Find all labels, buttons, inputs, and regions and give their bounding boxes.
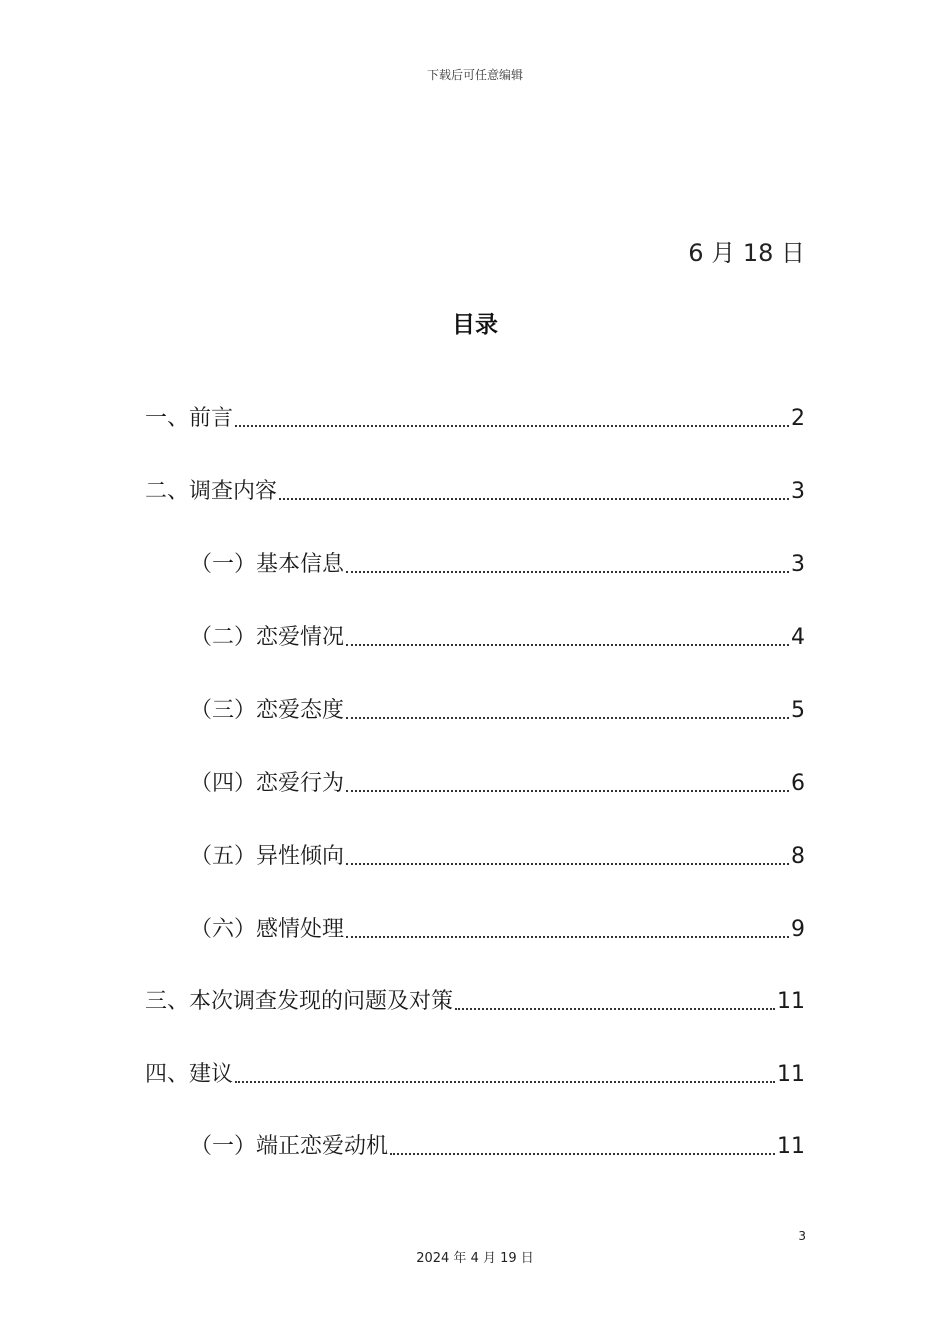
toc-entry-page: 6 (791, 771, 805, 796)
toc-entry[interactable] (145, 988, 805, 1016)
toc-entry-page: 2 (791, 406, 805, 431)
toc-entry[interactable] (190, 697, 805, 725)
toc-entry[interactable] (145, 405, 805, 433)
toc-entry-label: （二）恋爱情况 (190, 625, 345, 650)
toc-entry-label: 三、本次调查发现的问题及对策 (145, 989, 454, 1014)
toc-leader-dots (346, 936, 789, 938)
toc-entry[interactable] (190, 551, 805, 579)
toc-leader-dots (346, 717, 789, 719)
toc-entry-page: 8 (791, 844, 805, 869)
toc-entry[interactable] (190, 624, 805, 652)
toc-entry-page: 5 (791, 698, 805, 723)
toc-entry-label: 二、调查内容 (145, 479, 278, 504)
toc-entry-page: 11 (777, 989, 805, 1014)
toc-entry-label: 四、建议 (145, 1062, 234, 1087)
toc-leader-dots (346, 571, 789, 573)
toc-entry-label: （五）异性倾向 (190, 844, 345, 869)
toc-title: 目录 (452, 312, 498, 338)
toc-entry-page: 11 (777, 1134, 805, 1159)
toc-entry-label: （四）恋爱行为 (190, 771, 345, 796)
toc-entry-label: （一）基本信息 (190, 552, 345, 577)
toc-entry-page: 4 (791, 625, 805, 650)
toc-leader-dots (390, 1153, 775, 1155)
toc-entry[interactable] (145, 478, 805, 506)
toc-entry[interactable] (190, 916, 805, 944)
toc-entry-page: 3 (791, 552, 805, 577)
toc-leader-dots (235, 425, 789, 427)
toc-entry-label: （六）感情处理 (190, 917, 345, 942)
toc-entry-page: 11 (777, 1062, 805, 1087)
toc-leader-dots (455, 1008, 775, 1010)
toc-leader-dots (279, 498, 789, 500)
footer-date: 2024 年 4 月 19 日 (416, 1251, 534, 1266)
toc-leader-dots (346, 644, 789, 646)
toc-entry-page: 3 (791, 479, 805, 504)
toc-entry[interactable] (190, 1133, 805, 1161)
page-number: 3 (798, 1229, 806, 1243)
toc-entry[interactable] (190, 770, 805, 798)
toc-entry-page: 9 (791, 917, 805, 942)
toc-entry[interactable] (190, 843, 805, 871)
toc-entry-label: 一、前言 (145, 406, 234, 431)
document-date: 6 月 18 日 (688, 239, 805, 267)
header-note: 下载后可任意编辑 (426, 68, 523, 82)
toc-leader-dots (235, 1081, 775, 1083)
toc-leader-dots (346, 790, 789, 792)
toc-entry[interactable] (145, 1061, 805, 1089)
toc-entry-label: （三）恋爱态度 (190, 698, 345, 723)
toc-leader-dots (346, 863, 789, 865)
toc-entry-label: （一）端正恋爱动机 (190, 1134, 389, 1159)
